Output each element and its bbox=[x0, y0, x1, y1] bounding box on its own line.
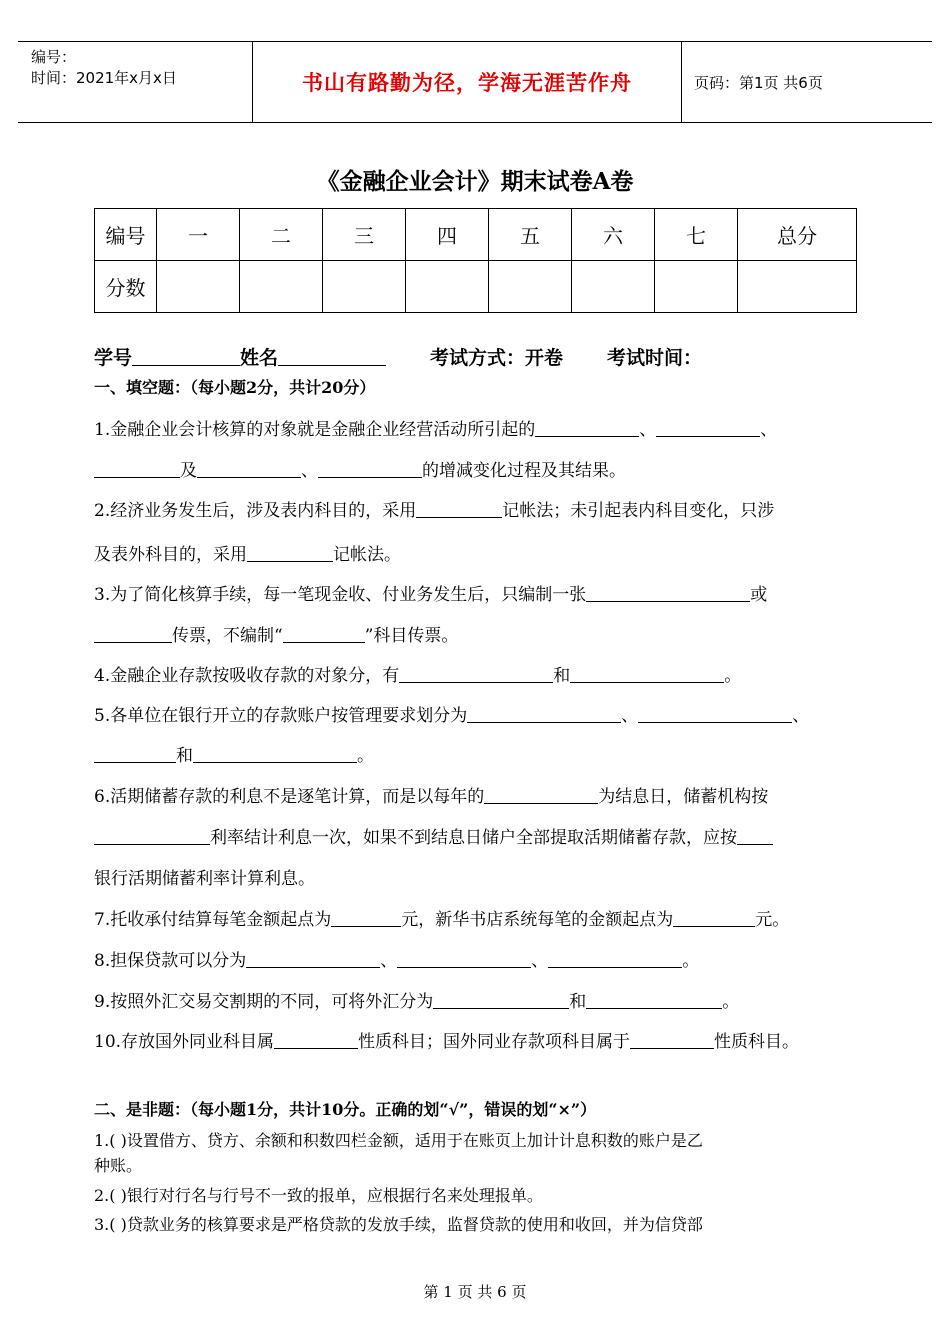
tf-q1-line1: 1.( )设置借方、贷方、余额和积数四栏金额，适用于在账页上加计计息积数的账户是乙 bbox=[94, 1131, 703, 1150]
page-header bbox=[18, 41, 932, 123]
period: 。 bbox=[682, 951, 700, 971]
q6-text: 6.活期储蓄存款的利息不是逐笔计算，而是以每年的 bbox=[94, 787, 485, 807]
answer-blank[interactable] bbox=[586, 584, 750, 602]
answer-blank[interactable] bbox=[484, 786, 598, 804]
q3-text: ”科目传票。 bbox=[364, 626, 459, 646]
answer-blank[interactable] bbox=[673, 909, 755, 927]
separator: 、 bbox=[639, 420, 657, 440]
score-cell[interactable] bbox=[489, 261, 572, 313]
answer-blank[interactable] bbox=[246, 950, 380, 968]
score-table bbox=[94, 208, 857, 313]
answer-blank[interactable] bbox=[570, 665, 724, 683]
q9-text: 9.按照外汇交易交割期的不同，可将外汇分为 bbox=[94, 992, 434, 1012]
answer-blank[interactable] bbox=[737, 827, 773, 845]
score-cell[interactable] bbox=[406, 261, 489, 313]
separator: 、 bbox=[380, 951, 398, 971]
answer-blank[interactable] bbox=[331, 909, 401, 927]
q2-text: 记帐法；未引起表内科目变化，只涉 bbox=[502, 501, 775, 521]
q7-text: 元，新华书店系统每笔的金额起点为 bbox=[401, 910, 674, 930]
page-footer: 第 1 页 共 6 页 bbox=[423, 1283, 527, 1301]
answer-blank[interactable] bbox=[274, 1031, 358, 1049]
score-header-cell: 五 bbox=[489, 209, 572, 261]
score-row-label: 分数 bbox=[95, 261, 157, 313]
answer-blank[interactable] bbox=[197, 460, 301, 478]
q5-line1 bbox=[94, 701, 809, 726]
q1-line1 bbox=[94, 415, 777, 440]
answer-blank[interactable] bbox=[283, 625, 365, 643]
score-cell[interactable] bbox=[572, 261, 655, 313]
period: 。 bbox=[722, 992, 740, 1012]
tf-q3-line: 3.( )贷款业务的核算要求是严格贷款的发放手续，监督贷款的使用和收回，并为信贷部 bbox=[94, 1215, 703, 1234]
separator: 、 bbox=[621, 706, 639, 726]
q6-text: 为结息日，储蓄机构按 bbox=[598, 787, 769, 807]
answer-blank[interactable] bbox=[548, 950, 682, 968]
period: 。 bbox=[357, 746, 374, 766]
q1-text: 1.金融企业会计核算的对象就是金融企业经营活动所引起的 bbox=[94, 420, 536, 440]
q6-line1 bbox=[94, 782, 768, 807]
separator: 、 bbox=[760, 420, 778, 440]
score-cell[interactable] bbox=[240, 261, 323, 313]
exam-title: 《金融企业会计》期末试卷A卷 bbox=[316, 168, 634, 195]
answer-blank[interactable] bbox=[433, 991, 569, 1009]
q1-line2 bbox=[94, 456, 626, 481]
q9-text: 和 bbox=[569, 992, 587, 1012]
q2-line1 bbox=[94, 496, 774, 521]
answer-blank[interactable] bbox=[94, 745, 176, 763]
score-header-cell: 编号 bbox=[95, 209, 157, 261]
section1-title: 一、填空题：（每小题2分，共计20分） bbox=[94, 378, 376, 397]
answer-blank[interactable] bbox=[467, 705, 621, 723]
separator: 、 bbox=[301, 461, 318, 481]
q8-text: 8.担保贷款可以分为 bbox=[94, 951, 247, 971]
number-label: 编号： bbox=[31, 48, 77, 66]
q3-text: 3.为了简化核算手续，每一笔现金收、付业务发生后，只编制一张 bbox=[94, 585, 587, 605]
q3-text: 或 bbox=[750, 585, 768, 605]
score-value-row bbox=[95, 261, 857, 313]
period: 。 bbox=[724, 666, 742, 686]
answer-blank[interactable] bbox=[247, 544, 333, 562]
q6-line2 bbox=[94, 823, 773, 848]
student-id-label: 学号 bbox=[94, 347, 133, 369]
header-page-info: 页码：第1页 共6页 bbox=[694, 73, 823, 92]
q7-text: 元。 bbox=[755, 910, 790, 930]
tf-q1-line2: 种账。 bbox=[94, 1156, 143, 1175]
q6-text: 利率结计利息一次，如果不到结息日储户全部提取活期储蓄存款，应按 bbox=[210, 828, 737, 848]
q2-text: 及表外科目的，采用 bbox=[94, 545, 247, 565]
score-cell[interactable] bbox=[655, 261, 738, 313]
q4-text: 4.金融企业存款按吸收存款的对象分，有 bbox=[94, 666, 400, 686]
answer-blank[interactable] bbox=[656, 419, 760, 437]
q4-line bbox=[94, 661, 741, 686]
q10-text: 性质科目；国外同业存款项科目属于 bbox=[358, 1032, 631, 1052]
q7-line bbox=[94, 905, 789, 930]
q5-text: 5.各单位在银行开立的存款账户按管理要求划分为 bbox=[94, 706, 468, 726]
score-header-cell: 七 bbox=[655, 209, 738, 261]
score-cell[interactable] bbox=[157, 261, 240, 313]
answer-blank[interactable] bbox=[535, 419, 639, 437]
separator: 、 bbox=[792, 706, 810, 726]
answer-blank[interactable] bbox=[193, 745, 357, 763]
score-header-cell: 六 bbox=[572, 209, 655, 261]
time-label: 时间：2021年x月x日 bbox=[31, 69, 177, 87]
score-header-row bbox=[95, 209, 857, 261]
q4-text: 和 bbox=[553, 666, 571, 686]
answer-blank[interactable] bbox=[318, 460, 422, 478]
answer-blank[interactable] bbox=[399, 665, 553, 683]
student-info-line bbox=[94, 343, 702, 370]
header-motto: 书山有路勤为径，学海无涯苦作舟 bbox=[253, 42, 682, 122]
q3-line1 bbox=[94, 580, 767, 605]
q2-text: 记帐法。 bbox=[333, 545, 401, 565]
answer-blank[interactable] bbox=[586, 991, 722, 1009]
exam-time-label: 考试时间： bbox=[607, 347, 703, 369]
q5-line2 bbox=[94, 741, 374, 766]
q7-text: 7.托收承付结算每笔金额起点为 bbox=[94, 910, 332, 930]
q10-text: 10.存放国外同业科目属 bbox=[94, 1032, 275, 1052]
score-cell[interactable] bbox=[738, 261, 857, 313]
score-header-cell: 一 bbox=[157, 209, 240, 261]
name-blank[interactable] bbox=[278, 346, 386, 366]
answer-blank[interactable] bbox=[630, 1031, 714, 1049]
tf-q2-line: 2.( )银行对行名与行号不一致的报单，应根据行名来处理报单。 bbox=[94, 1186, 543, 1205]
q10-line bbox=[94, 1027, 799, 1052]
answer-blank[interactable] bbox=[638, 705, 792, 723]
answer-blank[interactable] bbox=[416, 500, 502, 518]
q9-line bbox=[94, 987, 739, 1012]
score-header-cell: 四 bbox=[406, 209, 489, 261]
header-meta bbox=[18, 42, 253, 122]
q5-text: 和 bbox=[176, 746, 193, 766]
q6-line3: 银行活期储蓄利率计算利息。 bbox=[94, 869, 315, 889]
answer-blank[interactable] bbox=[94, 625, 172, 643]
score-header-cell: 二 bbox=[240, 209, 323, 261]
answer-blank[interactable] bbox=[397, 950, 531, 968]
answer-blank[interactable] bbox=[94, 827, 210, 845]
q1-text: 的增减变化过程及其结果。 bbox=[422, 461, 626, 481]
student-id-blank[interactable] bbox=[132, 346, 240, 366]
score-header-cell: 总分 bbox=[738, 209, 857, 261]
q2-line2 bbox=[94, 540, 401, 565]
separator: 、 bbox=[531, 951, 549, 971]
name-label: 姓名 bbox=[240, 347, 279, 369]
q3-line2 bbox=[94, 621, 458, 646]
q8-line bbox=[94, 946, 699, 971]
score-header-cell: 三 bbox=[323, 209, 406, 261]
exam-mode: 考试方式：开卷 bbox=[430, 347, 564, 369]
answer-blank[interactable] bbox=[94, 460, 180, 478]
q2-text: 2.经济业务发生后，涉及表内科目的，采用 bbox=[94, 501, 417, 521]
q3-text: 传票，不编制“ bbox=[172, 626, 283, 646]
section2-title: 二、是非题：（每小题1分，共计10分。正确的划“√”，错误的划“×”） bbox=[94, 1100, 597, 1119]
q10-text: 性质科目。 bbox=[714, 1032, 800, 1052]
score-cell[interactable] bbox=[323, 261, 406, 313]
q1-text: 及 bbox=[180, 461, 197, 481]
